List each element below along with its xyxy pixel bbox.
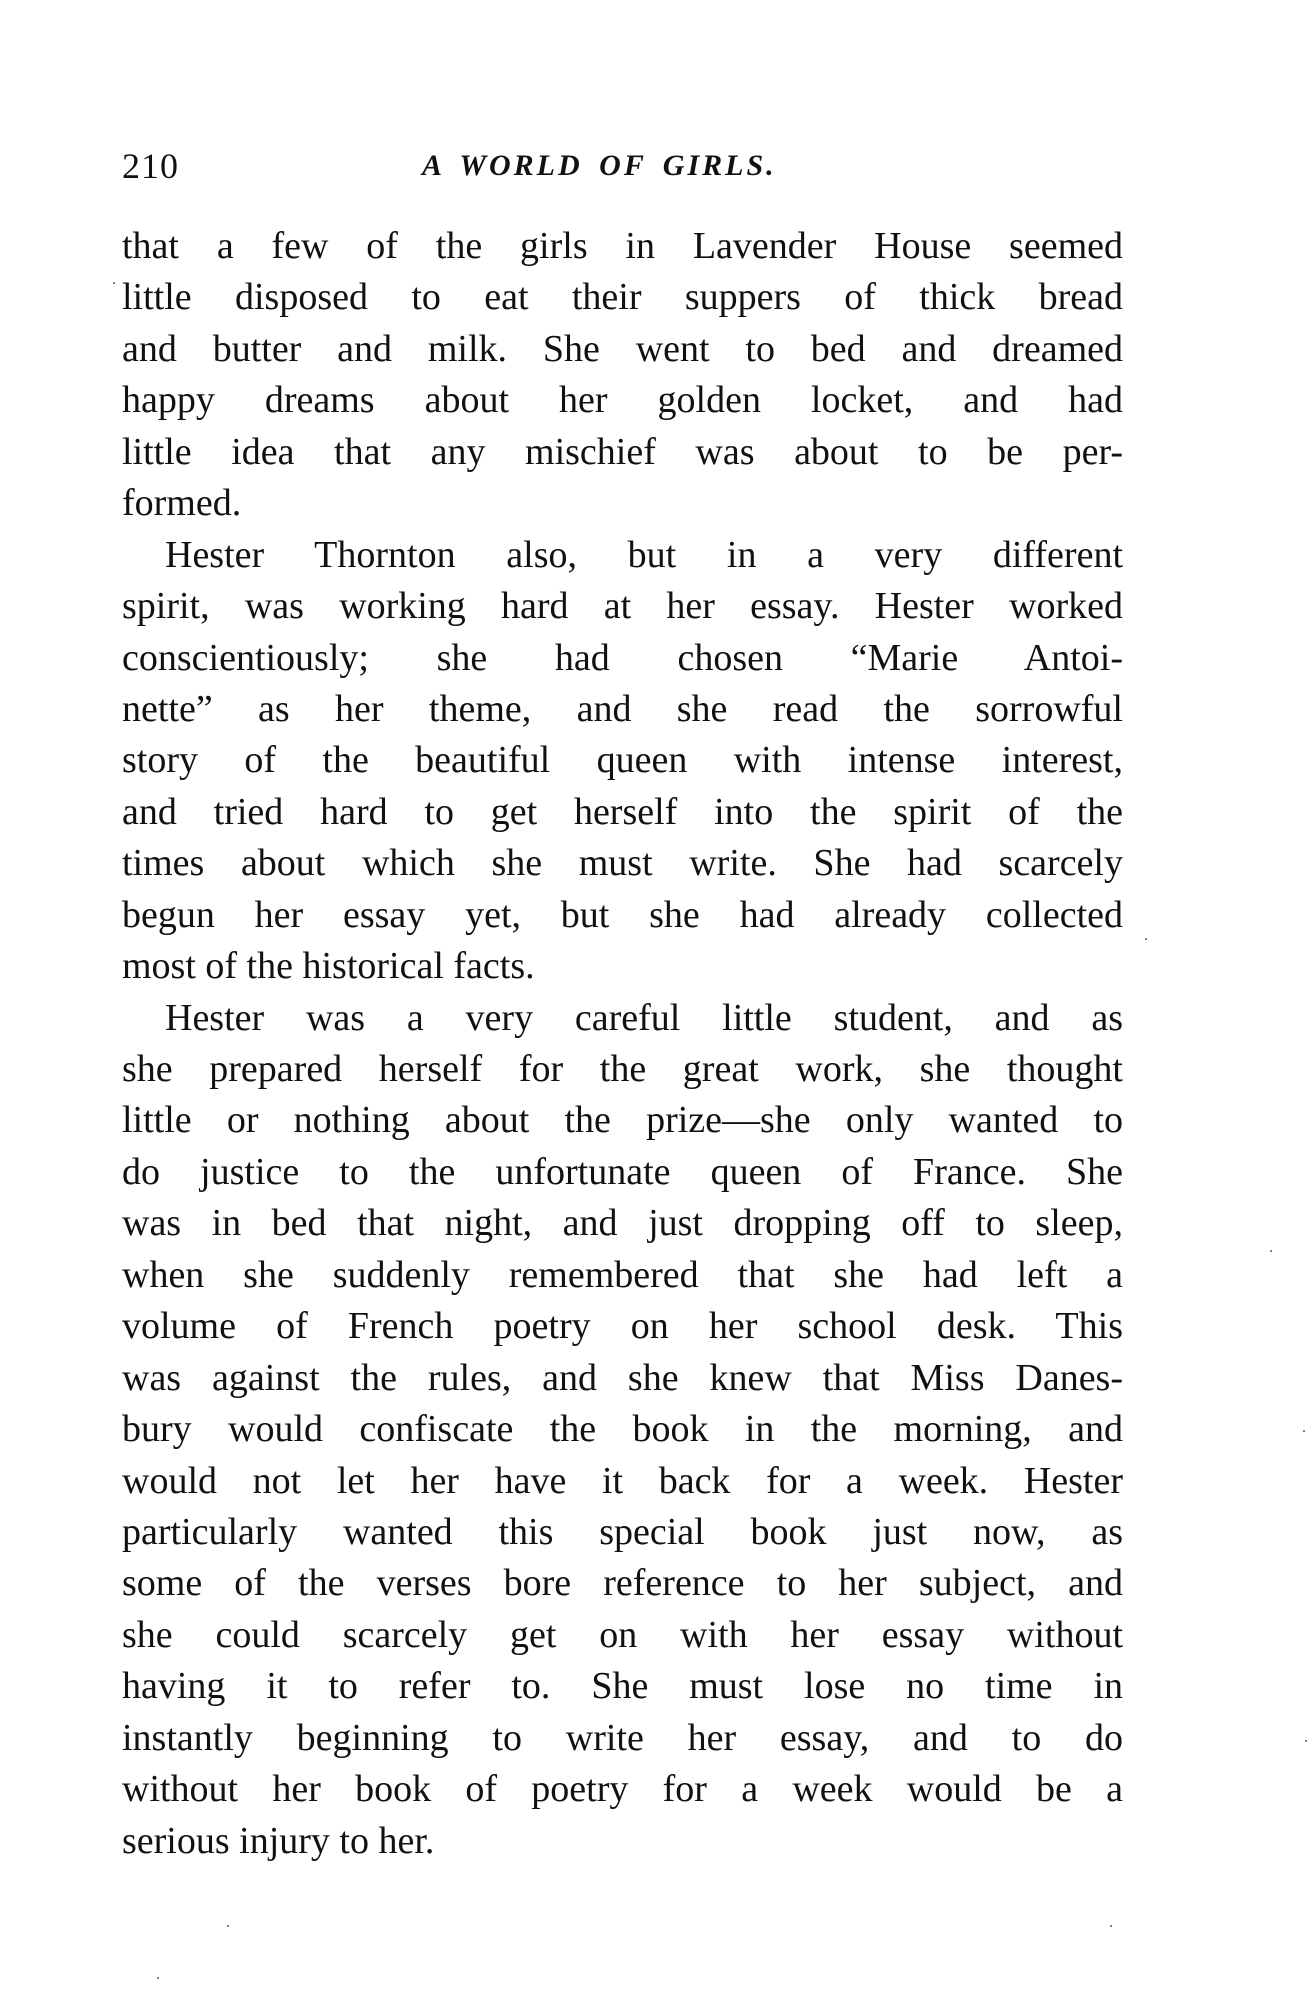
text-line: happy dreams about her golden locket, and had — [122, 379, 1123, 422]
text-line: that a few of the girls in Lavender House seemed — [122, 225, 1123, 267]
scan-speck — [1110, 1925, 1112, 1927]
text-line: was in bed that night, and just dropping off to sleep, — [122, 1202, 1123, 1245]
text-line: serious injury to her. — [122, 1819, 435, 1862]
text-line: formed. — [122, 482, 242, 525]
scan-speck — [1303, 1430, 1305, 1432]
text-line: little idea that any mischief was about to be per- — [122, 430, 1123, 473]
text-line: little disposed to eat their suppers of thick bread — [122, 276, 1123, 319]
text-line: when she suddenly remembered that she had left a — [122, 1253, 1123, 1296]
text-line: Hester was a very careful little student, and as — [165, 996, 1123, 1039]
paragraph-3 — [122, 993, 1123, 1867]
text-line: she could scarcely get on with her essay without — [122, 1613, 1123, 1656]
body-text — [122, 221, 1123, 1867]
paragraph-1 — [122, 221, 1123, 530]
scan-speck — [1270, 1250, 1272, 1252]
text-line: would not let her have it back for a week. Hester — [122, 1459, 1123, 1502]
text-line: spirit, was working hard at her essay. Hester worked — [122, 585, 1123, 628]
text-line: without her book of poetry for a week would be a — [122, 1768, 1123, 1811]
text-line: and tried hard to get herself into the spirit of the — [122, 790, 1123, 833]
text-line: Hester Thornton also, but in a very different — [165, 533, 1123, 576]
text-line: story of the beautiful queen with intense interest, — [122, 739, 1123, 782]
text-line: instantly beginning to write her essay, and to do — [122, 1716, 1123, 1759]
text-line: bury would confiscate the book in the morning, and — [122, 1408, 1123, 1451]
running-head — [122, 146, 822, 186]
text-line: times about which she must write. She had scarcely — [122, 842, 1123, 885]
text-line: do justice to the unfortunate queen of France. She — [122, 1150, 1123, 1193]
text-line: begun her essay yet, but she had already collected — [122, 893, 1123, 936]
scan-speck — [113, 282, 115, 284]
text-line: nette” as her theme, and she read the sorrowful — [122, 687, 1123, 730]
text-line: little or nothing about the prize—she only wanted to — [122, 1099, 1123, 1142]
scan-speck — [157, 1977, 159, 1979]
page-number: 210 — [122, 146, 179, 186]
text-line: most of the historical facts. — [122, 945, 535, 988]
text-line: some of the verses bore reference to her subject, and — [122, 1562, 1123, 1605]
text-line: particularly wanted this special book just now, as — [122, 1510, 1123, 1553]
text-line: conscientiously; she had chosen “Marie Antoi- — [122, 636, 1123, 679]
paragraph-2 — [122, 530, 1123, 993]
text-line: and butter and milk. She went to bed and dreamed — [122, 327, 1123, 370]
book-title: A WORLD OF GIRLS. — [422, 149, 777, 182]
text-line: was against the rules, and she knew that Miss Danes- — [122, 1356, 1123, 1399]
text-line: volume of French poetry on her school desk. This — [122, 1305, 1123, 1348]
scan-speck — [227, 1925, 229, 1927]
text-line: she prepared herself for the great work, she thought — [122, 1048, 1123, 1090]
text-line: having it to refer to. She must lose no time in — [122, 1665, 1123, 1708]
scan-speck — [1305, 1740, 1307, 1742]
scan-speck — [1145, 938, 1147, 940]
